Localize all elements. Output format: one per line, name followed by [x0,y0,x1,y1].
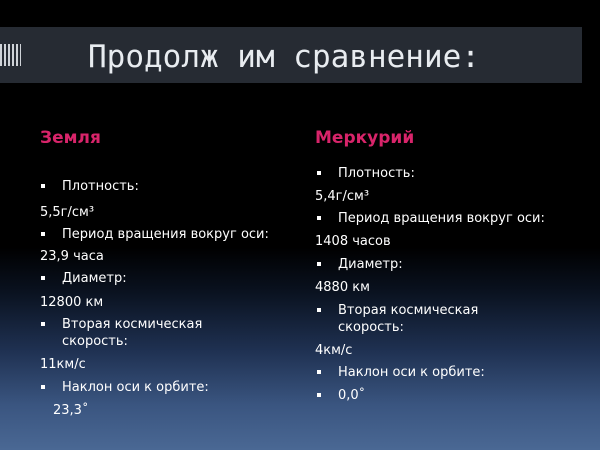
mercury-diameter-label: Диаметр: [338,257,403,272]
mercury-density-label: Плотность: [338,166,415,181]
title-stripes-decoration [0,44,21,66]
title-bar [0,27,582,83]
earth-escape-value: 11км/с [40,357,86,372]
earth-diameter-value: 12800 км [40,295,104,310]
bullet-icon [317,393,321,397]
mercury-heading: Меркурий [315,128,415,148]
bullet-icon [41,184,45,188]
earth-tilt-label: Наклон оси к орбите: [62,380,209,395]
earth-tilt-value: 23,3˚ [53,403,89,418]
earth-escape-label-line1: Вторая космическая [62,317,203,332]
earth-rotation-label: Период вращения вокруг оси: [62,227,269,242]
bullet-icon [41,276,45,280]
earth-heading: Земля [40,128,101,148]
mercury-tilt-value: 0,0˚ [338,388,366,403]
bullet-icon [317,216,321,220]
mercury-escape-value: 4км/с [315,343,353,358]
earth-rotation-value: 23,9 часа [40,249,104,264]
earth-diameter-label: Диаметр: [62,271,127,286]
bullet-icon [317,171,321,175]
bullet-icon [41,385,45,389]
mercury-rotation-value: 1408 часов [315,234,391,249]
mercury-diameter-value: 4880 км [315,280,370,295]
bullet-icon [317,308,321,312]
earth-density-value: 5,5г/см³ [40,205,95,220]
earth-density-label: Плотность: [62,179,139,194]
mercury-escape-label-line1: Вторая космическая [338,303,479,318]
bullet-icon [41,232,45,236]
bullet-icon [41,322,45,326]
bullet-icon [317,370,321,374]
bullet-icon [317,262,321,266]
mercury-escape-label-line2: скорость: [338,320,404,335]
mercury-density-value: 5,4г/см³ [315,189,370,204]
slide-title: Продолж им сравнение: [88,39,480,75]
earth-escape-label-line2: скорость: [62,334,128,349]
mercury-rotation-label: Период вращения вокруг оси: [338,211,545,226]
mercury-tilt-label: Наклон оси к орбите: [338,365,485,380]
